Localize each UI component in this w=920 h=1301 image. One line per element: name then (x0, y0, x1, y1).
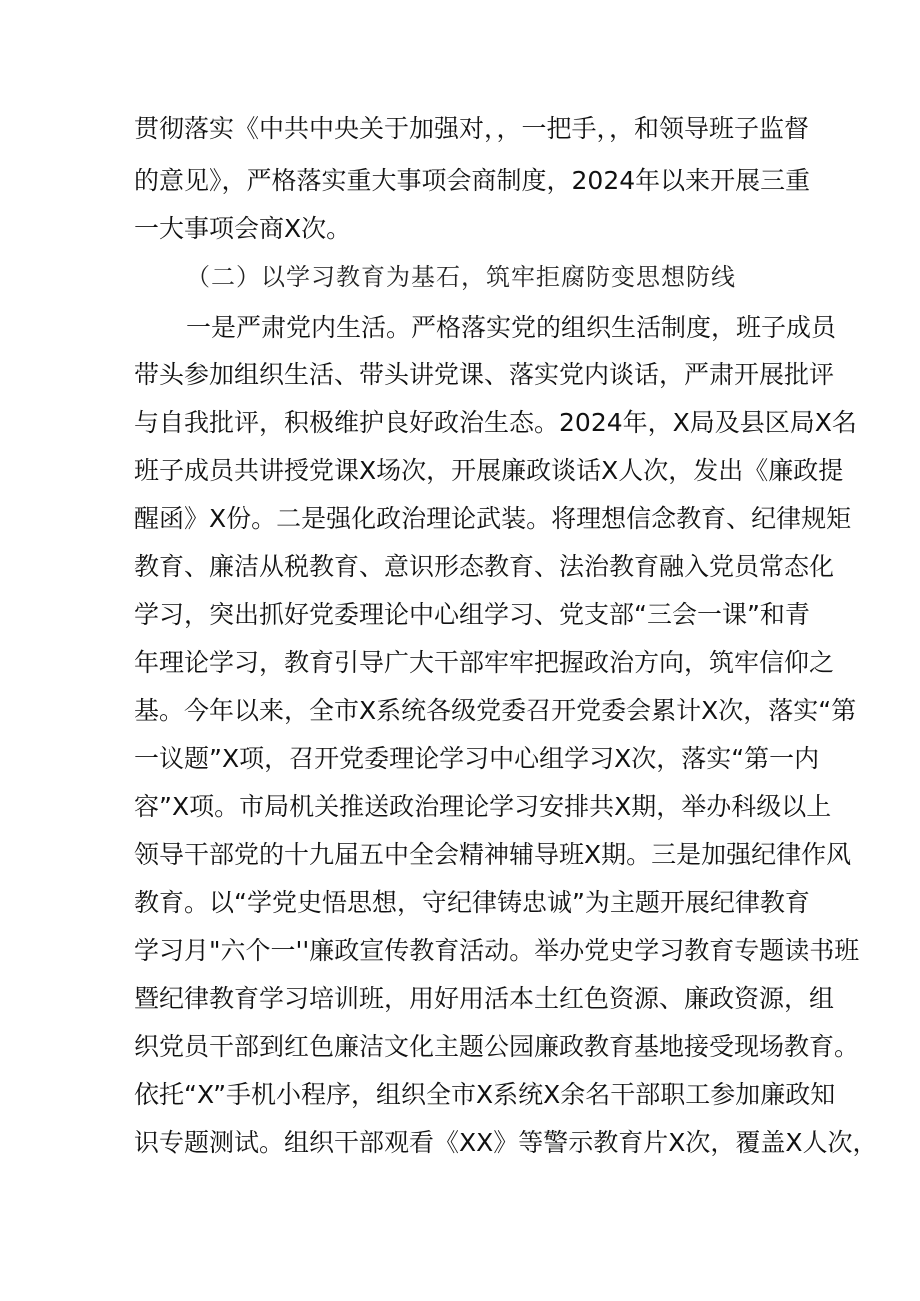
paragraph-line: 学习月"六个一''廉政宣传教育活动。举办党史学习教育专题读书班 (134, 936, 860, 965)
paragraph-line: 年理论学习，教育引导广大干部牢牢把握政治方向，筑牢信仰之 (134, 648, 835, 677)
paragraph-line: 依托“X”手机小程序，组织全市X系统X余名干部职工参加廉政知 (134, 1080, 836, 1109)
paragraph-line: 贯彻落实《中共中央关于加强对，，一把手，，和领导班子监督 (134, 114, 810, 143)
paragraph-line: 醒函》X份。二是强化政治理论武装。将理想信念教育、纪律规矩 (134, 504, 852, 533)
paragraph-line: 领导干部党的十九届五中全会精神辅导班X期。三是加强纪律作风 (134, 840, 852, 869)
paragraph-line: 与自我批评，积极维护良好政治生态。2024年，X局及县区局X名 (134, 408, 857, 437)
paragraph-line: 学习，突出抓好党委理论中心组学习、党支部“三会一课”和青 (134, 600, 810, 629)
paragraph-line: 一是严肃党内生活。严格落实党的组织生活制度，班子成员 (186, 313, 837, 342)
section-heading: （二）以学习教育为基石，筑牢拒腐防变思想防线 (186, 263, 736, 291)
paragraph-line: 识专题测试。组织干部观看《XX》等警示教育片X次，覆盖X人次， (134, 1128, 878, 1157)
paragraph-line: 的意见》，严格落实重大事项会商制度，2024年以来开展三重 (134, 166, 811, 195)
paragraph-line: 一议题”X项，召开党委理论学习中心组学习X次，落实“第一内 (134, 744, 820, 773)
paragraph-line: 教育。以“学党史悟思想，守纪律铸忠诚”为主题开展纪律教育 (134, 888, 810, 917)
paragraph-line: 容”X项。市局机关推送政治理论学习安排共X期，举办科级以上 (134, 792, 832, 821)
paragraph-line: 带头参加组织生活、带头讲党课、落实党内谈话，严肃开展批评 (134, 360, 835, 389)
paragraph-line: 一大事项会商X次。 (134, 214, 352, 243)
paragraph-line: 班子成员共讲授党课X场次，开展廉政谈话X人次，发出《廉政提 (134, 456, 844, 485)
paragraph-line: 基。今年以来，全市X系统各级党委召开党委会累计X次，落实“第 (134, 696, 857, 725)
paragraph-line: 教育、廉洁从税教育、意识形态教育、法治教育融入党员常态化 (134, 552, 835, 581)
paragraph-line: 暨纪律教育学习培训班，用好用活本土红色资源、廉政资源，组 (134, 984, 835, 1013)
paragraph-line: 织党员干部到红色廉洁文化主题公园廉政教育基地接受现场教育。 (134, 1032, 860, 1061)
